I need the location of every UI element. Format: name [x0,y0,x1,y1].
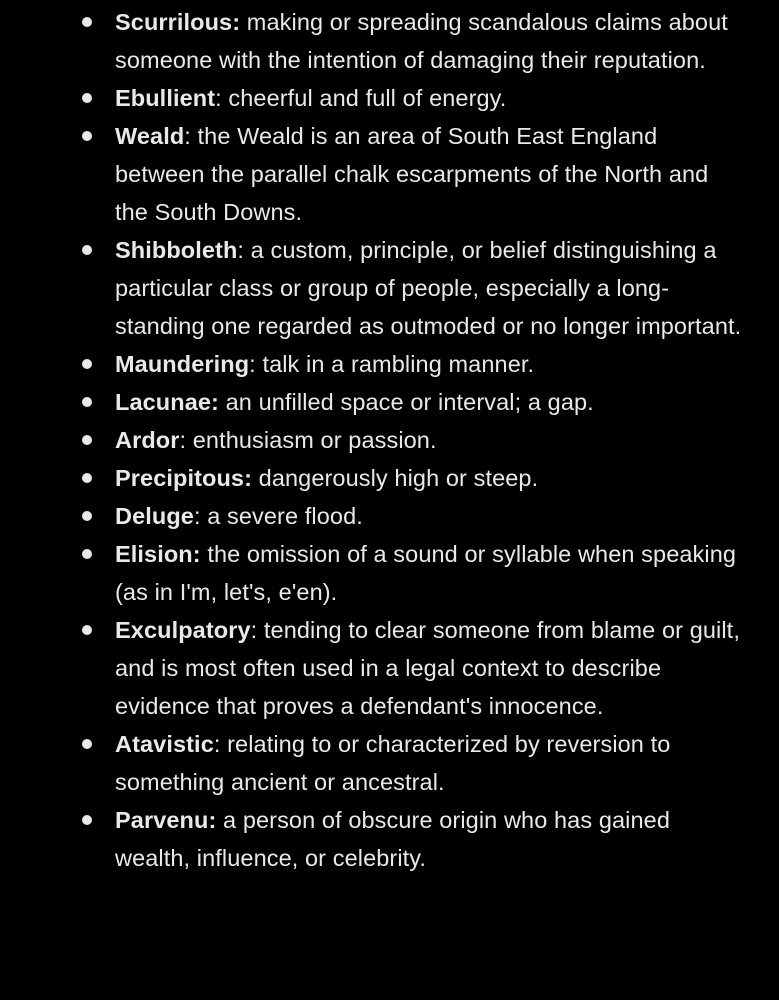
entry-term: Elision [115,541,193,567]
entry-term: Precipitous [115,465,245,491]
entry-colon: : [249,351,256,377]
glossary-entry-maundering [115,345,745,383]
bullet-icon [82,549,92,559]
entry-definition: tending to clear someone from blame or guilt, and is most often used in a legal context to describe evidence that proves a defendant's innocence. [115,617,740,719]
entry-definition: a person of obscure origin who has gained wealth, influence, or celebrity. [115,807,670,871]
entry-definition: relating to or characterized by reversion to something ancient or ancestral. [115,731,671,795]
entry-term: Lacunae [115,389,212,415]
glossary-entry-weald [115,117,745,231]
entry-colon: : [237,237,245,263]
entry-definition: dangerously high or steep. [252,465,539,491]
entry-term: Exculpatory [115,617,251,643]
entry-term: Scurrilous [115,9,233,35]
entry-definition: an unfilled space or interval; a gap. [218,389,594,415]
bullet-icon [82,625,92,635]
bullet-icon [82,435,92,445]
entry-definition: talk in a rambling manner. [255,351,535,377]
entry-colon: : [192,541,201,567]
entry-colon: : [179,427,187,453]
entry-definition: a custom, principle, or belief distinguishing a particular class or group of people, especially a long-standing one regarded as outmoded or no longer important. [115,237,742,339]
entry-term: Parvenu [115,807,209,833]
entry-term: Ardor [115,427,180,453]
entry-colon: : [232,9,241,35]
entry-definition: enthusiasm or passion. [186,427,437,453]
glossary-entry-elision [115,535,745,611]
entry-definition: a severe flood. [200,503,363,529]
entry-definition: the omission of a sound or syllable when speaking (as in I'm, let's, e'en). [115,541,737,605]
bullet-icon [82,473,92,483]
entry-colon: : [184,123,191,149]
entry-colon: : [250,617,258,643]
bullet-icon [82,511,92,521]
entry-colon: : [211,389,219,415]
bullet-icon [82,359,92,369]
entry-colon: : [193,503,201,529]
entry-term: Weald [115,123,185,149]
glossary-entry-lacunae [115,383,745,421]
glossary-entry-parvenu [115,801,745,877]
entry-colon: : [244,465,253,491]
glossary-list [115,3,745,877]
glossary-entry-atavistic [115,725,745,801]
entry-colon: : [208,807,217,833]
entry-definition: the Weald is an area of South East England between the parallel chalk escarpments of the North and the South Downs. [115,123,709,225]
entry-colon: : [215,85,222,111]
bullet-icon [82,93,92,103]
entry-term: Maundering [115,351,250,377]
entry-term: Ebullient [115,85,216,111]
bullet-icon [82,17,92,27]
bullet-icon [82,131,92,141]
bullet-icon [82,815,92,825]
bullet-icon [82,397,92,407]
entry-definition: cheerful and full of energy. [221,85,507,111]
glossary-entry-precipitous [115,459,745,497]
entry-term: Shibboleth [115,237,238,263]
glossary-entry-shibboleth [115,231,745,345]
glossary-entry-deluge [115,497,745,535]
entry-term: Atavistic [115,731,214,757]
bullet-icon [82,739,92,749]
bullet-icon [82,245,92,255]
entry-definition: making or spreading scandalous claims about someone with the intention of damaging their reputation. [115,9,728,73]
entry-colon: : [213,731,221,757]
glossary-entry-ardor [115,421,745,459]
glossary-entry-ebullient [115,79,745,117]
entry-term: Deluge [115,503,194,529]
glossary-entry-exculpatory [115,611,745,725]
glossary-entry-scurrilous [115,3,745,79]
